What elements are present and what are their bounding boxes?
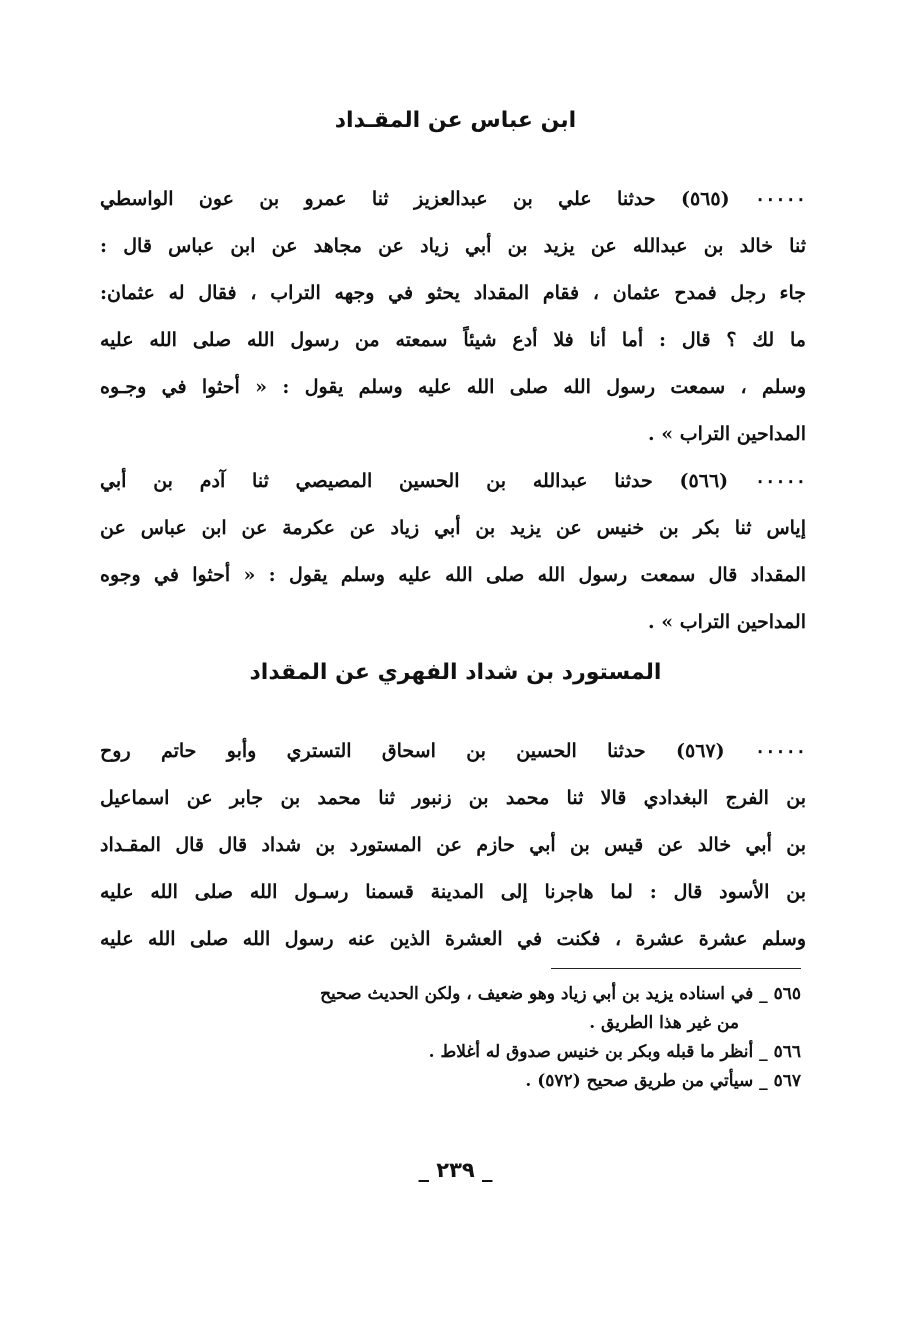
footnote-565-continuation: من غير هذا الطريق . (589, 1013, 739, 1033)
hadith-565-line: المداحين التراب » . (647, 423, 806, 445)
hadith-567-line: بن الأسود قال : لما هاجرنا إلى المدينة قسمنا رسـول الله صلى الله عليه (100, 881, 806, 903)
footnote-566: ٥٦٦ _ أنظر ما قبله وبكر بن خنيس صدوق له أغلاط . (428, 1042, 801, 1062)
hadith-565-line: ٠٠٠٠٠ (٥٦٥) حدثنا علي بن عبدالعزيز ثنا عمرو بن عون الواسطي (100, 188, 806, 210)
hadith-565-line: وسلم ، سمعت رسول الله صلى الله عليه وسلم يقول : « أحثوا في وجـوه (100, 376, 806, 398)
hadith-566-line: ٠٠٠٠٠ (٥٦٦) حدثنا عبدالله بن الحسين المصيصي ثنا آدم بن أبي (100, 470, 806, 492)
hadith-565-line: ثنا خالد بن عبدالله عن يزيد بن أبي زياد عن مجاهد عن ابن عباس قال : (100, 235, 806, 257)
footnote-567: ٥٦٧ _ سيأتي من طريق صحيح (٥٧٢) . (525, 1071, 801, 1091)
page-number: _ ٢٣٩ _ (418, 1158, 493, 1182)
hadith-566-line: المداحين التراب » . (647, 611, 806, 633)
footnote-separator (551, 968, 801, 969)
section-heading-ibn-abbas: ابن عباس عن المقـداد (334, 108, 577, 133)
hadith-567-line: بن الفرج البغدادي قالا ثنا محمد بن زنبور ثنا محمد بن جابر عن اسماعيل (100, 787, 806, 809)
hadith-566-line: إياس ثنا بكر بن خنيس عن يزيد بن أبي زياد عن عكرمة عن ابن عباس عن (100, 517, 806, 539)
section-heading-al-mustawrid: المستورد بن شداد الفهري عن المقداد (249, 660, 662, 685)
hadith-566-paragraph (100, 458, 806, 646)
hadith-567-paragraph (100, 728, 806, 963)
hadith-566-line: المقداد قال سمعت رسول الله صلى الله عليه وسلم يقول : « أحثوا في وجوه (100, 564, 806, 586)
footnotes (95, 980, 801, 1096)
hadith-567-line: ٠٠٠٠٠ (٥٦٧) حدثنا الحسين بن اسحاق التستري وأبو حاتم روح (100, 740, 806, 762)
footnote-565: ٥٦٥ _ في اسناده يزيد بن أبي زياد وهو ضعيف ، ولكن الحديث صحيح (320, 984, 801, 1004)
hadith-565-line: ما لك ؟ قال : أما أنا فلا أدع شيئاً سمعته من رسول الله صلى الله عليه (100, 329, 806, 351)
hadith-567-line: وسلم عشرة عشرة ، فكنت في العشرة الذين عنه رسول الله صلى الله عليه (100, 928, 806, 950)
hadith-567-line: بن أبي خالد عن قيس بن أبي حازم عن المستورد بن شداد قال قال المقـداد (100, 834, 806, 856)
hadith-565-line: جاء رجل فمدح عثمان ، فقام المقداد يحثو في وجهه التراب ، فقال له عثمان: (100, 282, 806, 304)
hadith-565-paragraph (100, 176, 806, 458)
